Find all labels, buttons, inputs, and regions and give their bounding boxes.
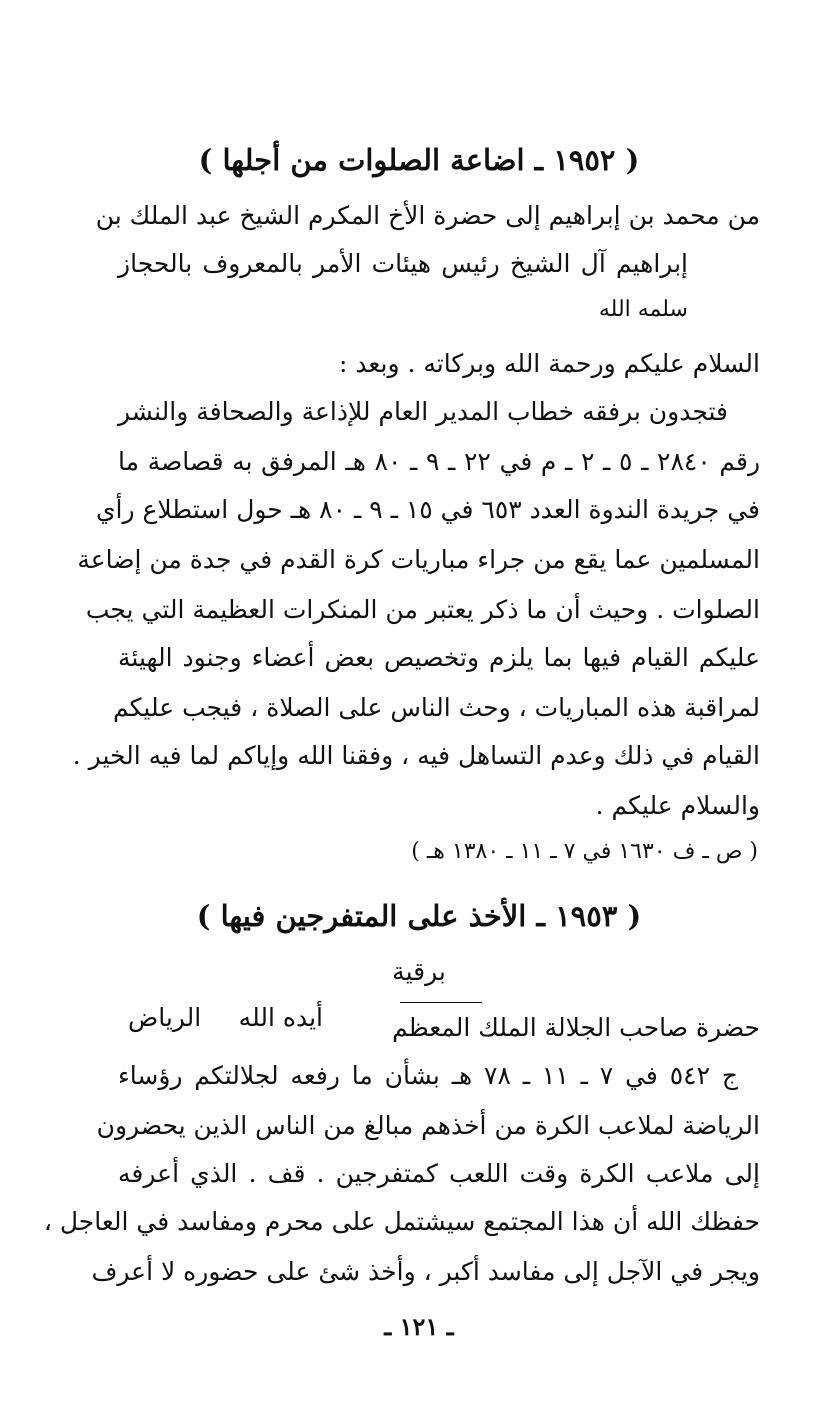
telegram-line-1: ج ٥٤٢ في ٧ ـ ١١ ـ ٧٨ هـ بشأن ما رفعه لجلالتكم رؤساء (118, 1061, 738, 1090)
address-line-3: سلمه الله (598, 297, 688, 322)
body-line-7: عليكم القيام فيها بما يلزم وتخصيص بعض أعضاء وجنود الهيئة (118, 643, 760, 672)
body-line-8: لمراقبة هذه المباريات ، وحث الناس على الصلاة ، فيجب عليكم (112, 693, 760, 722)
body-line-2: فتجدون برفقه خطاب المدير العام للإذاعة والصحافة والنشر (118, 397, 728, 426)
body-line-9: القيام في ذلك وعدم التساهل فيه ، وفقنا الله وإياكم لما فيه الخير . (72, 741, 760, 770)
page-number: ـ ١٢١ ـ (384, 1312, 454, 1341)
address-line-2: إبراهيم آل الشيخ رئيس هيئات الأمر بالمعروف بالحجاز (118, 249, 688, 278)
section-1-reference: ( ص ـ ف ١٦٣٠ في ٧ ـ ١١ ـ ١٣٨٠ هـ ) (411, 839, 758, 864)
section-2-heading: ( ١٩٥٣ ـ الأخذ على المتفرجين فيها ) (196, 899, 642, 933)
telegram-label: برقية (392, 957, 446, 986)
body-line-5: المسلمين عما يقع من جراء مباريات كرة القدم في جدة من إضاعة (77, 545, 760, 574)
addressee-title: حضرة صاحب الجلالة الملك المعظم (392, 1013, 760, 1042)
body-line-3: رقم ٢٨٤٠ ـ ٥ ـ ٢ ـ م في ٢٢ ـ ٩ ـ ٨٠ هـ المرفق به قصاصة ما (118, 447, 761, 476)
telegram-line-3: إلى ملاعب الكرة وقت اللعب كمتفرجين . قف . الذي أعرفه (118, 1159, 760, 1188)
body-line-10: والسلام عليكم . (595, 791, 760, 820)
body-line-6: الصلوات . وحيث أن ما ذكر يعتبر من المنكرات العظيمة التي يجب (85, 595, 760, 624)
telegram-line-5: ويجر في الآجل إلى مفاسد أكبر ، وأخذ شئ على حضوره لا أعرف (91, 1257, 760, 1286)
addressee-blessing: أيده الله (238, 1003, 323, 1032)
addressee-city: الرياض (128, 1003, 202, 1032)
section-1-heading: ( ١٩٥٢ ـ اضاعة الصلوات من أجلها ) (198, 143, 640, 177)
underline-mark (400, 1002, 482, 1003)
body-line-1: السلام عليكم ورحمة الله وبركاته . وبعد : (338, 349, 760, 378)
telegram-line-2: الرياضة لملاعب الكرة من أخذهم مبالغ من الناس الذين يحضرون (96, 1111, 760, 1140)
address-line-1: من محمد بن إبراهيم إلى حضرة الأخ المكرم الشيخ عبد الملك بن (95, 201, 760, 230)
telegram-line-4: حفظك الله أن هذا المجتمع سيشتمل على محرم ومفاسد في العاجل ، (43, 1207, 760, 1236)
body-line-4: في جريدة الندوة العدد ٦٥٣ في ١٥ ـ ٩ ـ ٨٠ هـ حول استطلاع رأي (95, 495, 760, 524)
